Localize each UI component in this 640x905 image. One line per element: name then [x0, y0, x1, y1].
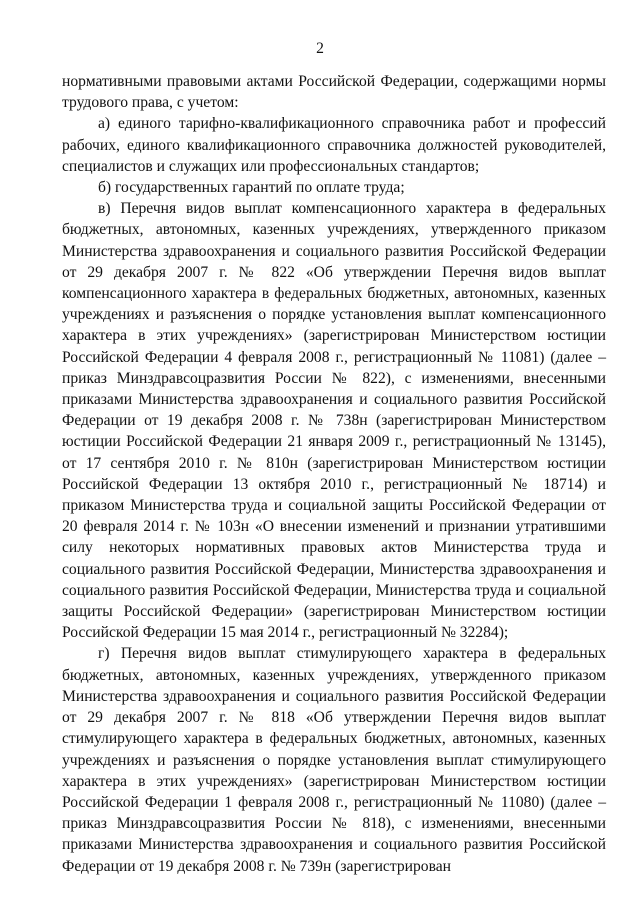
paragraph-item-a: а) единого тарифно-квалификационного справочника работ и профессий рабочих, единого квалификационного справочника должностей руководителей, специалистов и служащих или профессиональных стандартов;	[62, 115, 606, 175]
paragraph-item-v: в) Перечня видов выплат компенсационного характера в федеральных бюджетных, автономных, казенных учреждениях, утвержденного приказом Министерства здравоохранения и социального развития Российской Федерации от 29 декабря 2007 г. № 822 «Об утверждении Перечня видов выплат компенсационного характера в федеральных бюджетных, автономных, казенных учреждениях и разъяснения о порядке установления выплат компенсационного характера в этих учреждениях» (зарегистрирован Министерством юстиции Российской Федерации 4 февраля 2008 г., регистрационный № 11081) (далее – приказ Минздравсоцразвития России № 822), с изменениями, внесенными приказами Министерства здравоохранения и социального развития Российской Федерации от 19 декабря 2008 г. № 738н (зарегистрирован Министерством юстиции Российской Федерации 21 января 2009 г., регистрационный № 13145), от 17 сентября 2010 г. № 810н (зарегистрирован Министерством юстиции Российской Федерации 13 октября 2010 г., регистрационный № 18714) и приказом Министерства труда и социальной защиты Российской Федерации от 20 февраля 2014 г. № 103н «О внесении изменений и признании утратившими силу некоторых нормативных правовых актов Министерства труда и социального развития Российской Федерации, Министерства здравоохранения и социального развития Российской Федерации, Министерства труда и социальной защиты Российской Федерации» (зарегистрирован Министерством юстиции Российской Федерации 15 мая 2014 г., регистрационный № 32284);	[62, 200, 606, 642]
paragraph-continuation: нормативными правовыми актами Российской Федерации, содержащими нормы трудового права, с учетом:	[62, 73, 606, 112]
page-number: 2	[316, 40, 324, 57]
paragraph-item-b: б) государственных гарантий по оплате труда;	[98, 179, 405, 197]
paragraph-item-g: г) Перечня видов выплат стимулирующего характера в федеральных бюджетных, автономных, казенных учреждениях, утвержденного приказом Министерства здравоохранения и социального развития Российской Федерации от 29 декабря 2007 г. № 818 «Об утверждении Перечня видов выплат стимулирующего характера в федеральных бюджетных, автономных, казенных учреждениях и разъяснения о порядке установления выплат стимулирующего характера в этих учреждениях» (зарегистрирован Министерством юстиции Российской Федерации 1 февраля 2008 г., регистрационный № 11080) (далее – приказ Минздравсоцразвития России № 818), с изменениями, внесенными приказами Министерства здравоохранения и социального развития Российской Федерации от 19 декабря 2008 г. № 739н (зарегистрирован	[62, 645, 606, 875]
document-body	[62, 71, 606, 877]
